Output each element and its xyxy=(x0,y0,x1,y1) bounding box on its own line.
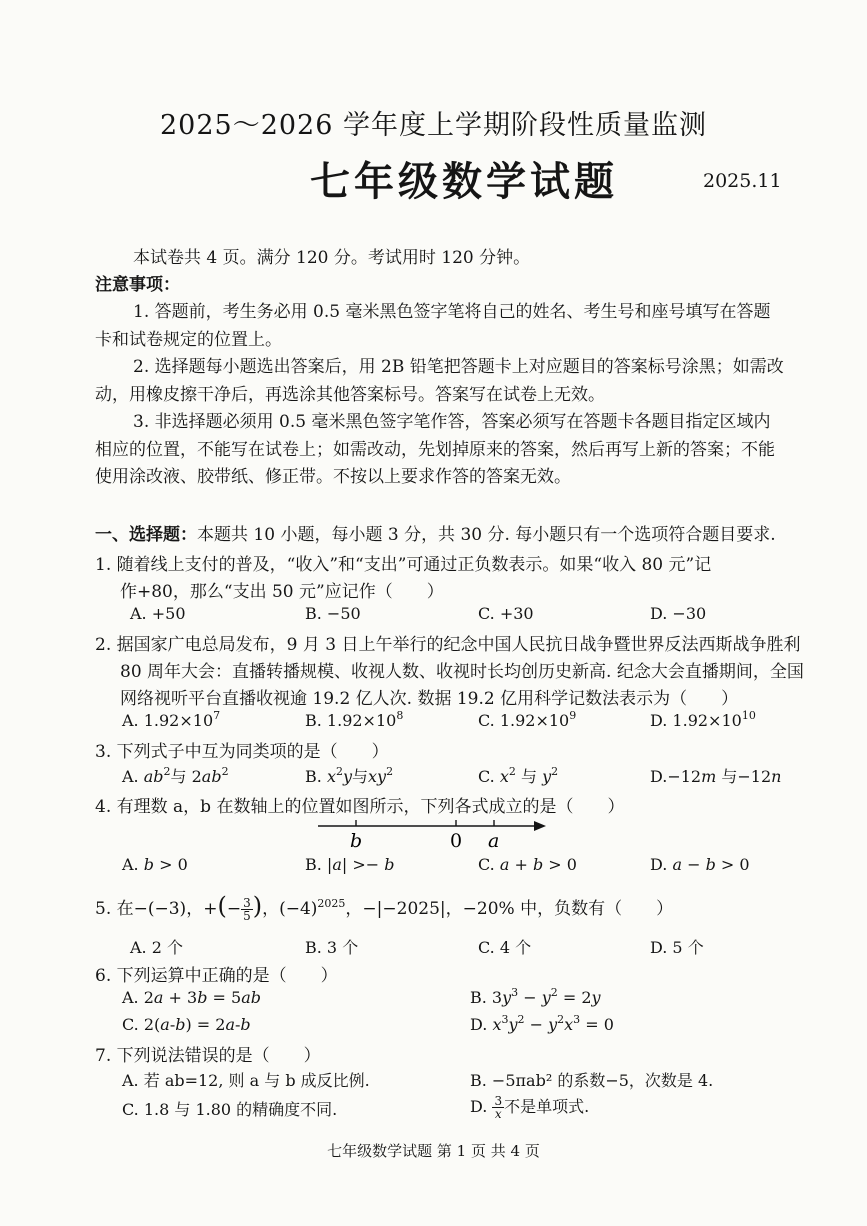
q5-option-b: B. 3 个 xyxy=(305,938,359,957)
exam-date: 2025.11 xyxy=(703,170,782,192)
q2-option-d: D. $1.92\times 10^{10}$ xyxy=(650,709,756,730)
q6-option-b: B. $3y^3 - y^2 = 2y$ xyxy=(470,986,601,1007)
q1-option-c: C. +30 xyxy=(478,604,534,623)
note-3-line3: 使用涂改液、胶带纸、修正带。不按以上要求作答的答案无效。 xyxy=(95,467,571,487)
q4-stem: 4. 有理数 a，b 在数轴上的位置如图所示，下列各式成立的是（ ） xyxy=(95,797,625,817)
q1-option-a: A. +50 xyxy=(130,604,186,623)
label-b: b xyxy=(350,830,363,852)
q1-stem-line2: 作+80，那么“支出 50 元”应记作（ ） xyxy=(120,582,444,602)
q5-option-a: A. 2 个 xyxy=(130,938,183,957)
q3-stem: 3. 下列式子中互为同类项的是（ ） xyxy=(95,742,389,762)
exam-title-line2: 七年级数学试题 xyxy=(310,158,618,205)
note-3-line2: 相应的位置，不能写在试卷上；如需改动，先划掉原来的答案，然后再写上新的答案；不能 xyxy=(95,440,775,460)
q4-option-d: D. a − b > 0 xyxy=(650,855,750,874)
number-line-arrow xyxy=(534,821,546,831)
q5-stem: 5. 在−(−3)，+(− $\frac{3}{5}$ )，$(-4)^{2025}$，−|−2025|，−20% 中，负数有（ ） xyxy=(95,892,674,923)
note-3-line1: 3. 非选择题必须用 0.5 毫米黑色签字笔作答，答案必须写在答题卡各题目指定区域内 xyxy=(133,412,771,432)
q2-option-b: B. $1.92\times 10^8$ xyxy=(305,709,404,730)
q7-option-b: B. −5πab² 的系数−5，次数是 4. xyxy=(470,1071,714,1090)
section-1-description: 本题共 10 小题，每小题 3 分，共 30 分. 每小题只有一个选项符合题目要求. xyxy=(197,525,776,545)
q3-option-a: A. $ab^2$与 $2ab^2$ xyxy=(122,765,229,786)
exam-title-line1: 2025～2026 学年度上学期阶段性质量监测 xyxy=(159,110,707,141)
q7-option-a: A. 若 ab=12, 则 a 与 b 成反比例. xyxy=(122,1071,370,1090)
q2-stem-line2: 80 周年大会：直播转播规模、收视人数、收视时长均创历史新高. 纪念大会直播期间，全国 xyxy=(120,662,804,682)
section-1-header xyxy=(95,520,776,545)
q2-option-c: C. $1.92\times 10^9$ xyxy=(478,709,577,730)
note-1-line2: 卡和试卷规定的位置上。 xyxy=(95,330,282,350)
q2-stem-line3: 网络视听平台直播收视逾 19.2 亿人次. 数据 19.2 亿用科学记数法表示为（ ） xyxy=(120,689,739,709)
q4-option-c: C. a + b > 0 xyxy=(478,855,577,874)
q6-option-c: C. 2(a-b) = 2a-b xyxy=(122,1015,251,1034)
q6-option-d: D. $x^3y^2 - y^2x^3 = 0$ xyxy=(470,1013,614,1034)
q3-option-c: C. $x^2$ 与 $y^2$ xyxy=(478,765,559,786)
q2-stem-line1: 2. 据国家广电总局发布，9 月 3 日上午举行的纪念中国人民抗日战争暨世界反法西斯战争胜利 xyxy=(95,635,801,655)
q1-stem-line1: 1. 随着线上支付的普及，“收入”和“支出”可通过正负数表示。如果“收入 80 元”记 xyxy=(95,555,712,575)
q1-option-b: B. −50 xyxy=(305,604,361,623)
label-zero: 0 xyxy=(450,830,463,852)
q6-stem: 6. 下列运算中正确的是（ ） xyxy=(95,966,338,986)
section-1-heading: 一、选择题： xyxy=(95,525,197,545)
q5-option-c: C. 4 个 xyxy=(478,938,532,957)
q4-option-a: A. b > 0 xyxy=(122,855,188,874)
q3-option-d: D.−12m 与−12n xyxy=(650,767,782,786)
page-footer: 七年级数学试题 第 1 页 共 4 页 xyxy=(327,1142,540,1160)
q3-option-b: B. $x^2y$与$xy^2$ xyxy=(305,765,394,786)
q2-option-a: A. $1.92\times 10^7$ xyxy=(122,709,221,730)
q7-stem: 7. 下列说法错误的是（ ） xyxy=(95,1046,321,1066)
q4-option-b: B. |a| >− b xyxy=(305,855,395,874)
note-1-line1: 1. 答题前，考生务必用 0.5 毫米黑色签字笔将自己的姓名、考生号和座号填写在答题 xyxy=(133,302,771,322)
exam-intro: 本试卷共 4 页。满分 120 分。考试用时 120 分钟。 xyxy=(133,248,531,268)
q1-option-d: D. −30 xyxy=(650,604,707,623)
q5-option-d: D. 5 个 xyxy=(650,938,704,957)
note-2-line2: 动，用橡皮擦干净后，再选涂其他答案标号。答案写在试卷上无效。 xyxy=(95,385,605,405)
q6-option-a: A. 2a + 3b = 5ab xyxy=(122,988,262,1007)
q7-option-c: C. 1.8 与 1.80 的精确度不同. xyxy=(122,1100,338,1119)
notes-heading: 注意事项： xyxy=(95,275,180,295)
note-2-line1: 2. 选择题每小题选出答案后，用 2B 铅笔把答题卡上对应题目的答案标号涂黑；如需改 xyxy=(133,357,784,377)
q7-option-d: D. $\frac{3}{x}$ 不是单项式. xyxy=(470,1094,590,1121)
q4-number-line xyxy=(310,812,560,852)
label-a: a xyxy=(488,830,500,852)
